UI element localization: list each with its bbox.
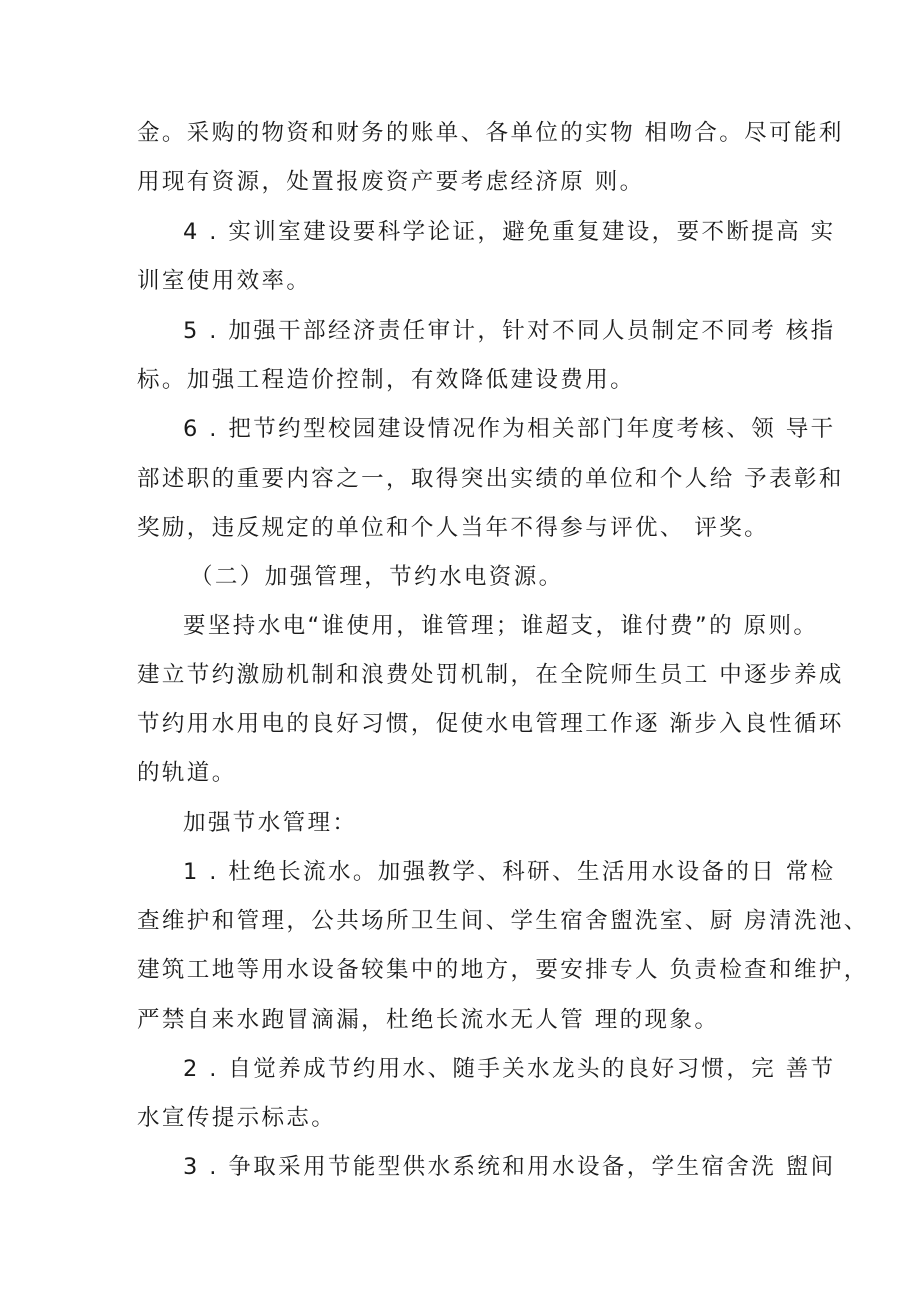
list-item-2: 2 . 自觉养成节约用水、随手关水龙头的良好习惯，完 善节 xyxy=(183,1056,836,1082)
text-line: 建立节约激励机制和浪费处罚机制，在全院师生员工 中逐步养成 xyxy=(137,662,844,688)
text-line: 水宣传提示标志。 xyxy=(137,1105,337,1131)
text-line: 金。采购的物资和财务的账单、各单位的实物 相吻合。尽可能利 xyxy=(137,120,844,146)
text-line: 用现有资源，处置报废资产要考虑经济原 则。 xyxy=(137,169,645,195)
section-heading: （二）加强管理，节约水电资源。 xyxy=(190,564,564,590)
list-item-6: 6 . 把节约型校园建设情况作为相关部门年度考核、领 导干 xyxy=(183,416,836,442)
text-line: 节约用水用电的良好习惯，促使水电管理工作逐 渐步入良性循环 xyxy=(137,711,844,737)
subheading: 加强节水管理： xyxy=(183,810,358,836)
list-item-5: 5 . 加强干部经济责任审计，针对不同人员制定不同考 核指 xyxy=(183,318,836,344)
list-item-4: 4 . 实训室建设要科学论证，避免重复建设，要不断提高 实 xyxy=(183,219,836,245)
list-item-3: 3 . 争取采用节能型供水系统和用水设备，学生宿舍洗 盥间 xyxy=(183,1154,836,1180)
text-line: 严禁自来水跑冒滴漏，杜绝长流水无人管 理的现象。 xyxy=(137,1007,720,1033)
text-line: 标。加强工程造价控制，有效降低建设费用。 xyxy=(137,367,636,393)
list-item-1: 1 . 杜绝长流水。加强教学、科研、生活用水设备的日 常检 xyxy=(183,859,836,885)
paragraph-start: 要坚持水电“谁使用，谁管理；谁超支，谁付费”的 原则。 xyxy=(183,613,819,639)
text-line: 奖励，违反规定的单位和个人当年不得参与评优、 评奖。 xyxy=(137,515,770,541)
text-line: 的轨道。 xyxy=(137,760,237,786)
text-line: 部述职的重要内容之一，取得突出实绩的单位和个人给 予表彰和 xyxy=(137,466,844,492)
text-line: 查维护和管理，公共场所卫生间、学生宿舍盥洗室、厨 房清洗池、 xyxy=(137,908,869,934)
text-line: 训室使用效率。 xyxy=(137,268,312,294)
text-line: 建筑工地等用水设备较集中的地方，要安排专人 负责检查和维护， xyxy=(137,957,869,983)
